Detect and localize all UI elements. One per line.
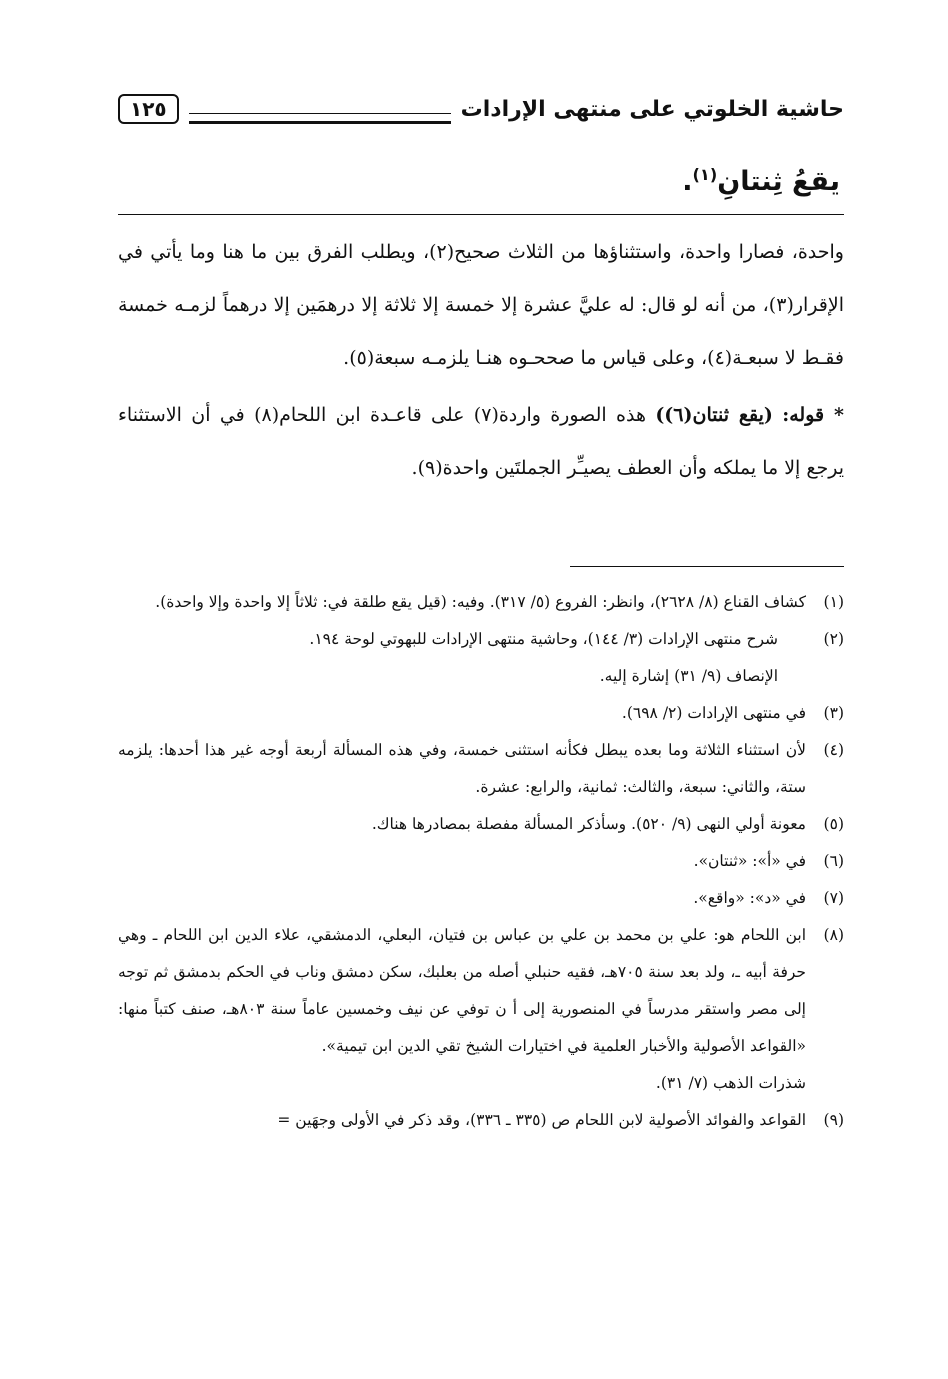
paragraph	[118, 389, 844, 495]
footnote-text: كشاف القناع (٨/ ٢٦٢٨)، وانظر: الفروع (٥/ ٣١٧). وفيه: (قيل يقع طلقة في: ثلاثاً إلا واحدة وإلا واحدة).	[155, 593, 806, 611]
footnote	[118, 584, 844, 621]
footnote-line: الإنصاف (٩/ ٣١) إشارة إليه.	[599, 667, 778, 685]
footnote-number: (٧)	[823, 889, 844, 907]
footnote-line: شرح منتهى الإرادات (٣/ ١٤٤)، وحاشية منتهى الإرادات للبهوتي لوحة ١٩٤.	[309, 630, 778, 648]
footnote-number: (١)	[823, 593, 844, 611]
footnote-text: لأن استثناء الثلاثة وما بعده يبطل فكأنه استثنى خمسة، وفي هذه المسألة أربعة أوجه غير هذا أحدها: يلزمه ستة، والثاني: سبعة، والثالث: ثمانية، والرابع: عشرة.	[118, 741, 806, 796]
footnote-text: معونة أولي النهى (٩/ ٥٢٠). وسأذكر المسألة مفصلة بمصادرها هناك.	[371, 815, 806, 833]
footnote-line: شذرات الذهب (٧/ ٣١).	[655, 1074, 806, 1092]
footnote-number: (٨)	[823, 926, 844, 944]
page-number: ١٢٥	[118, 94, 179, 124]
footnote	[118, 843, 844, 880]
footnote-line: ابن اللحام هو: علي بن محمد بن علي بن عباس بن فتيان، البعلي، الدمشقي، علاء الدين ابن اللحام ـ وهي حرفة أبيه ـ، ولد بعد سنة ٧٠٥هـ، فقيه حنبلي أصله من بعلبك، سكن دمشق وناب في الحكم بدمشق ثم توجه إلى مصر واستقر مدرساً في المنصورية إلى أ ن توفي عن نيف وخمسين عاماً سنة ٨٠٣هـ، صنف كتباً منها: «القواعد الأصولية والأخبار العلمية في اختيارات الشيخ تقي الدين ابن تيمية».	[118, 926, 806, 1055]
footnote	[118, 1102, 844, 1139]
footnote-number: (٥)	[823, 815, 844, 833]
matn-phrase: يقعُ ثِنتانِ	[717, 166, 840, 197]
footnote-number: (٦)	[823, 852, 844, 870]
running-header	[118, 88, 844, 130]
footnote-marker: (١)	[692, 165, 718, 184]
footnote	[118, 880, 844, 917]
paragraph-text: هذه الصورة واردة(٧) على قاعـدة ابن اللحام(٨) في أن الاستثناء يرجع إلا ما يملكه وأن العطف يصيـِّر الجملتَين واحدة(٩).	[118, 404, 844, 479]
quoted-phrase: (يقع ثنتان(٦))	[655, 404, 773, 426]
footnote-text: في «أ»: «ثنتان».	[693, 852, 806, 870]
book-title: حاشية الخلوتي على منتهى الإرادات	[460, 96, 844, 122]
paragraph-lead: * قوله:	[782, 404, 844, 426]
footnote	[118, 806, 844, 843]
header-rule	[189, 113, 451, 124]
matn-text	[682, 160, 840, 204]
footnote	[118, 917, 844, 1102]
footnote-number: (٢)	[823, 630, 844, 648]
footnote-text	[118, 917, 806, 1102]
footnote-number: (٩)	[823, 1111, 844, 1129]
paragraph: واحدة، فصارا واحدة، واستثناؤها من الثلاث صحيح(٢)، ويطلب الفرق بين ما هنا وما يأتي في الإقرار(٣)، من أنه لو قال: له عليَّ عشرة إلا خمسة إلا ثلاثة إلا درهمَين إلا درهماً لزمـه خمسة فقـط لا سبعـة(٤)، وعلى قياس ما صححـوه هنـا يلزمـه سبعة(٥).	[118, 241, 844, 369]
footnote-text	[118, 621, 806, 695]
matn-divider	[118, 214, 844, 215]
footnote-text: في «د»: «واقع».	[693, 889, 806, 907]
footnote	[118, 695, 844, 732]
footnote-number: (٤)	[823, 741, 844, 759]
footnote-text: القواعد والفوائد الأصولية لابن اللحام ص (٣٣٥ ـ ٣٣٦)، وقد ذكر في الأولى وجهَين =	[277, 1111, 806, 1129]
footnote-text: في منتهى الإرادات (٢/ ٦٩٨).	[621, 704, 806, 722]
footnote-number: (٣)	[823, 704, 844, 722]
footnote-separator	[570, 566, 844, 567]
matn-end: .	[682, 166, 693, 197]
footnote	[118, 621, 844, 695]
commentary-body	[118, 226, 844, 495]
footnote	[118, 732, 844, 806]
footnotes	[118, 584, 844, 1139]
